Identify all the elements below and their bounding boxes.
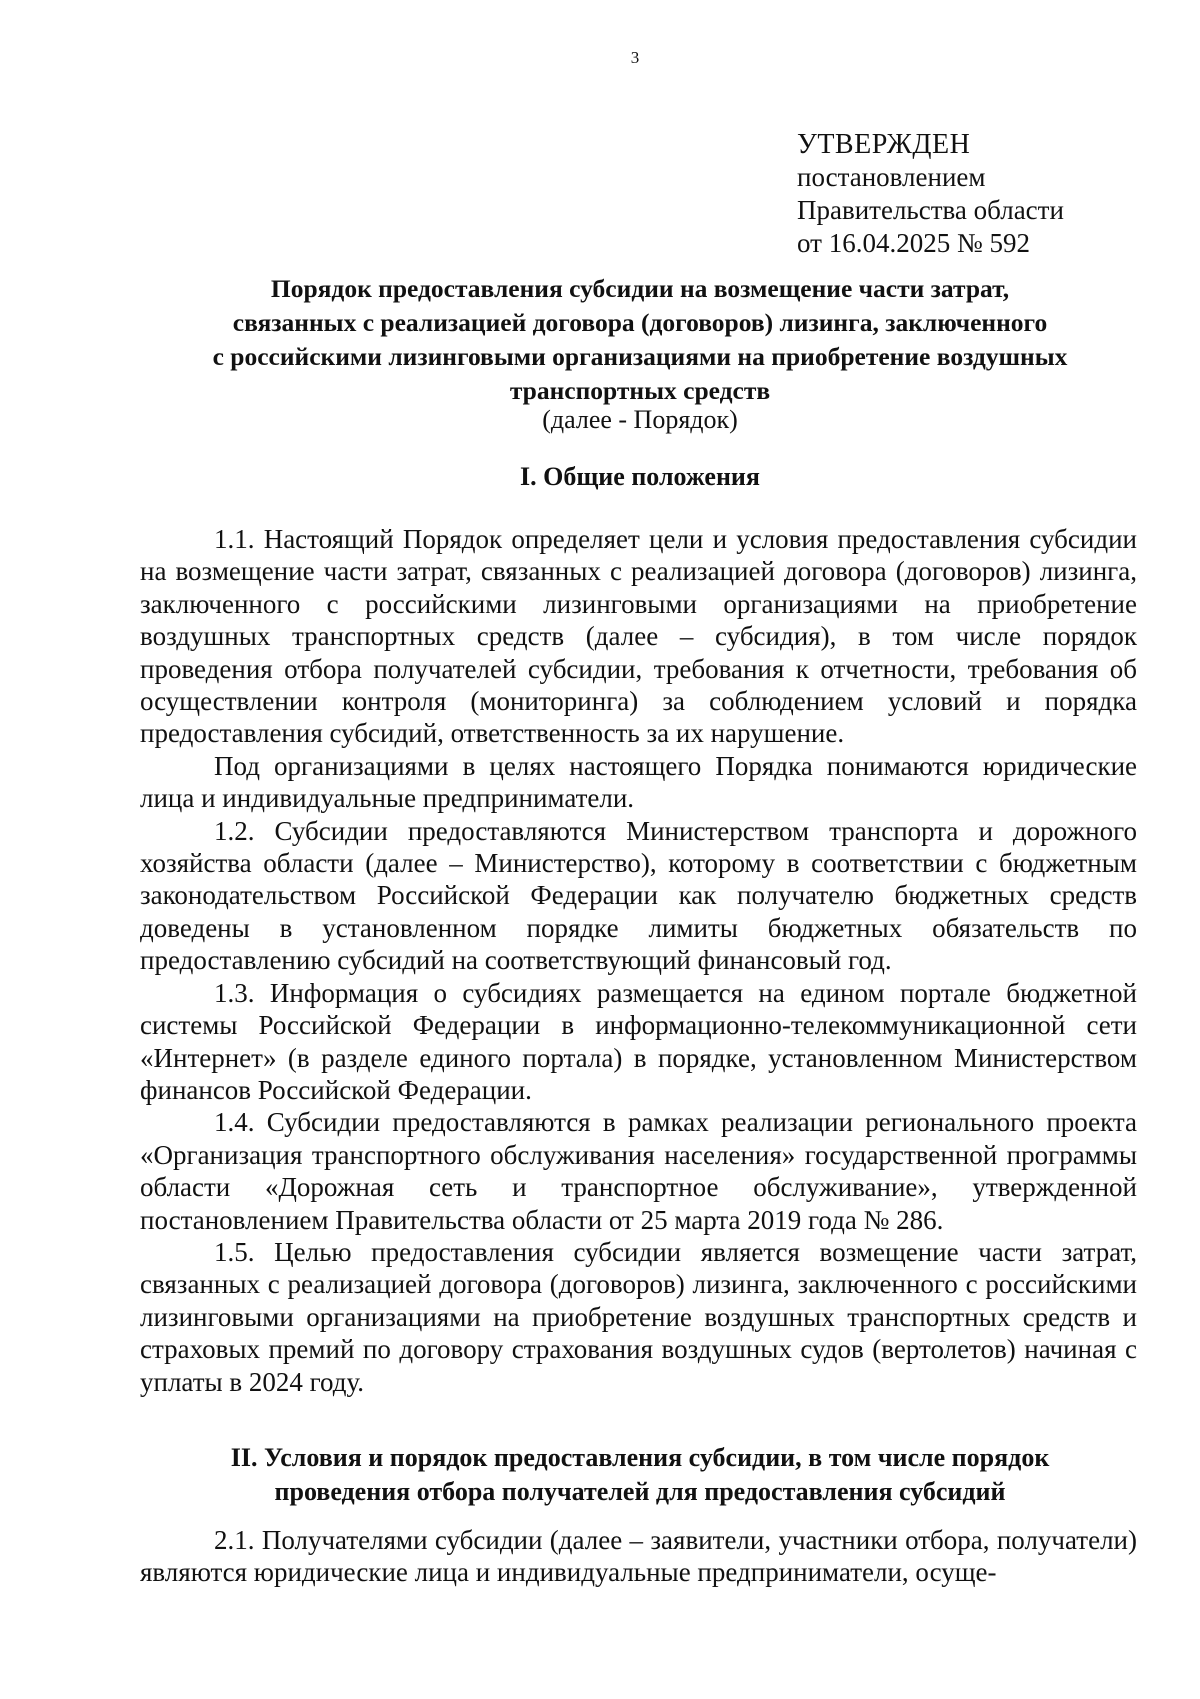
section-2-heading-line-1: II. Условия и порядок предоставления субсидии, в том числе порядок — [230, 1443, 1050, 1472]
title-line-4: транспортных средств — [509, 376, 771, 405]
paragraph-1-1b: Под организациями в целях настоящего Порядка понимаются юридические лица и индивидуальные предприниматели. — [140, 750, 1137, 814]
approval-line-2: Правительства области — [797, 195, 1064, 225]
section-1-body — [140, 523, 1137, 1398]
section-1-heading — [140, 460, 1140, 494]
approval-line-3: от 16.04.2025 № 592 — [797, 228, 1030, 258]
paragraph-2-1: 2.1. Получателями субсидии (далее – заявители, участники отбора, получатели) являются юридические лица и индивидуальные предприниматели, осуще- — [140, 1525, 1137, 1588]
document-title — [140, 272, 1140, 408]
document-subtitle: (далее - Порядок) — [542, 405, 738, 434]
paragraph-1-2: 1.2. Субсидии предоставляются Министерством транспорта и дорожного хозяйства области (далее – Министерство), которому в соответствии с бюджетным законодательством Российской Федерации как получателю бюджетных средств доведены в установленном порядке лимиты бюджетных обязательств по предоставлению субсидий на соответствующий финансовый год. — [140, 815, 1137, 976]
paragraph-1-3: 1.3. Информация о субсидиях размещается на едином портале бюджетной системы Российской Федерации в информационно-телекоммуникационной сети «Интернет» (в разделе единого портала) в порядке, установленном Министерством финансов Российской Федерации. — [140, 977, 1137, 1105]
approval-stamp — [797, 128, 1064, 260]
title-line-3: с российскими лизинговыми организациями на приобретение воздушных — [212, 342, 1068, 371]
section-1-heading-text: I. Общие положения — [520, 462, 760, 491]
section-2-body — [140, 1524, 1137, 1589]
approval-line-1: постановлением — [797, 162, 986, 192]
approval-approved: УТВЕРЖДЕН — [797, 129, 971, 160]
paragraph-1-5: 1.5. Целью предоставления субсидии является возмещение части затрат, связанных с реализацией договора (договоров) лизинга, заключенного с российскими лизинговыми организациями на приобретение воздушных транспортных средств и страховых премий по договору страхования воздушных судов (вертолетов) начиная с уплаты в 2024 году. — [140, 1236, 1137, 1397]
title-line-2: связанных с реализацией договора (договоров) лизинга, заключенного — [232, 308, 1048, 337]
paragraph-1-1: 1.1. Настоящий Порядок определяет цели и условия предоставления субсидии на возмещение части затрат, связанных с реализацией договора (договоров) лизинга, заключенного с российскими лизинговыми организациями на приобретение воздушных транспортных средств (далее – субсидия), в том числе порядок проведения отбора получателей субсидии, требования к отчетности, требования об осуществлении контроля (мониторинга) за соблюдением условий и порядка предоставления субсидий, ответственность за их нарушение. — [140, 524, 1137, 749]
section-2-heading — [140, 1441, 1140, 1509]
section-2-heading-line-2: проведения отбора получателей для предоставления субсидий — [274, 1477, 1006, 1506]
page-number: 3 — [630, 48, 640, 67]
paragraph-1-4: 1.4. Субсидии предоставляются в рамках реализации регионального проекта «Организация транспортного обслуживания населения» государственной программы области «Дорожная сеть и транспортное обслуживание», утвержденной постановлением Правительства области от 25 марта 2019 года № 286. — [140, 1107, 1137, 1235]
title-line-1: Порядок предоставления субсидии на возмещение части затрат, — [270, 274, 1010, 303]
